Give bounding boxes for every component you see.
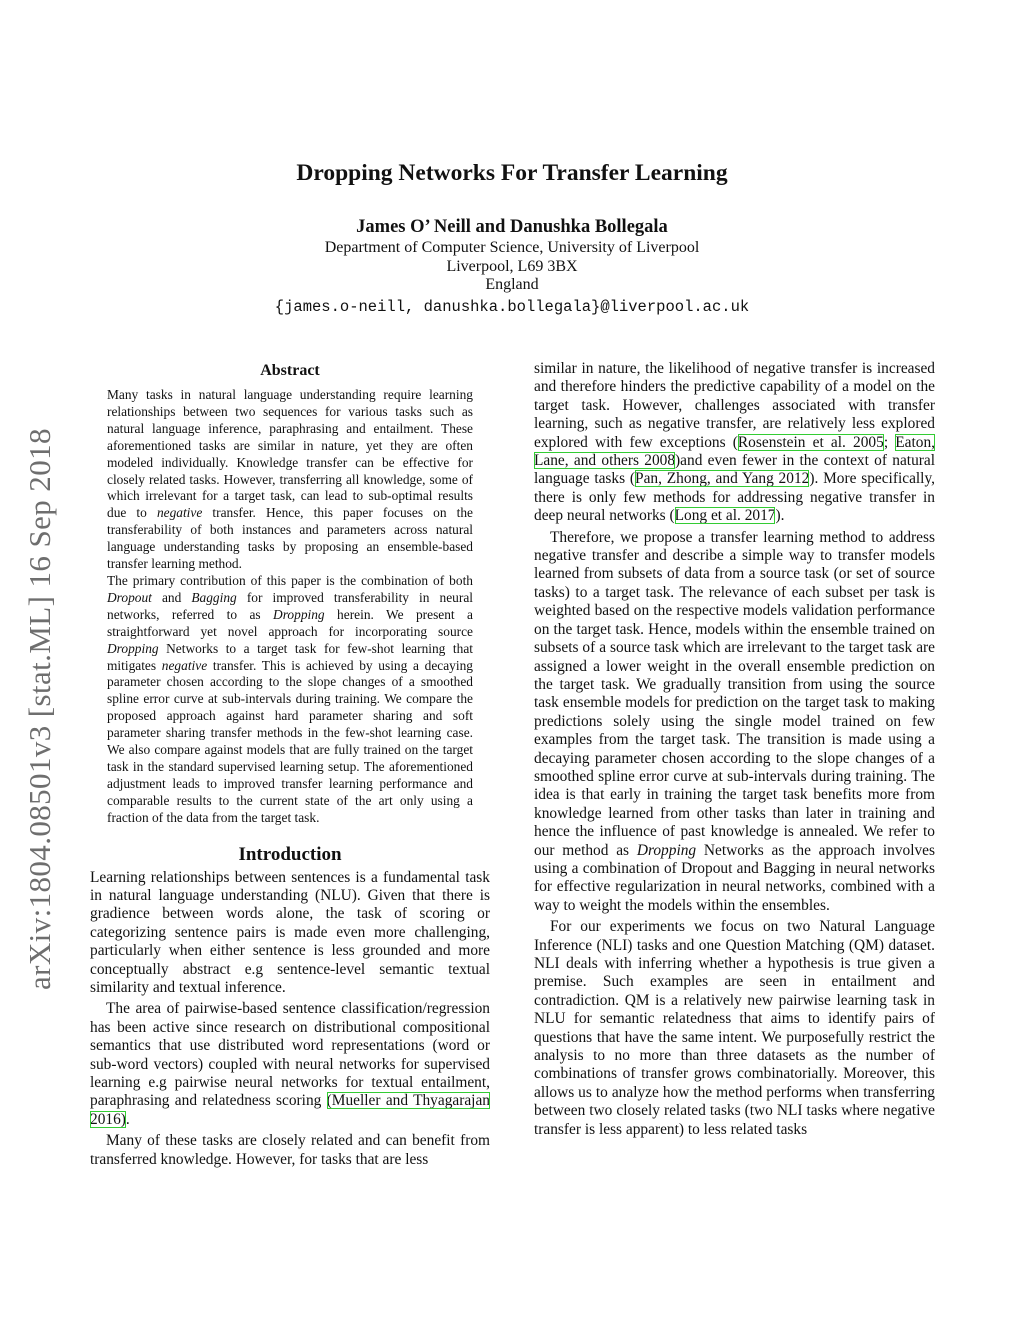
citation-link-pan-2012[interactable]: Pan, Zhong, and Yang 2012 xyxy=(635,470,810,488)
intro-paragraph-3: Many of these tasks are closely related and can benefit from transferred knowledge. However, for tasks that are less xyxy=(90,1132,490,1168)
intro-paragraph-3-continued: similar in nature, the likelihood of negative transfer is increased and therefore hinders the predictive capability of a model on the target task. However, challenges associated with transfer learning, such as negative transfer, are relatively less explored explored with few exceptions (Rosenstein et al. 2005; Eaton, Lane, and others 2008)and even fewer in the context of natural language tasks (Pan, Zhong, and Yang 2012). More specifically, there is only few methods for addressing negative transfer in deep neural networks (Long et al. 2017). xyxy=(534,360,936,525)
left-column xyxy=(90,362,490,1169)
intro-paragraph-5: For our experiments we focus on two Natural Language Inference (NLI) tasks and one Question Matching (QM) dataset. NLI deals with inferring whether a hypothesis is true given a premise. Such examples are seen in entailment and contradiction. QM is a relatively new pairwise learning task in NLU for semantic relatedness that aims to identify pairs of questions that have the same intent. We purposefully restrict the analysis to no more than three datasets as the number of combinations of transfer grows combinatorially. Moreover, this allows us to analyze how the method performs when transferring between two closely related tasks (two NLI tasks where negative transfer is less apparent) to less related tasks xyxy=(534,918,935,1138)
author-emails: {james.o-neill, danushka.bollegala}@liverpool.ac.uk xyxy=(274,297,750,316)
introduction-heading: Introduction xyxy=(238,843,342,865)
arxiv-identifier-stamp: arXiv:1804.08501v3 [stat.ML] 16 Sep 2018 xyxy=(22,428,57,990)
abstract-paragraph-1: Many tasks in natural language understanding require learning relationships between two sequences for various tasks such as natural language inference, paraphrasing and entailment. These aforementioned tasks are similar in nature, yet they are often modeled individually. Knowledge transfer can be effective for closely related tasks. However, transferring all knowledge, some of which irrelevant for a target task, can lead to sub-optimal results due to negative transfer. Hence, this paper focuses on the transferability of both instances and parameters across natural language understanding tasks by proposing an ensemble-based transfer learning method. xyxy=(107,387,473,572)
citation-link-eaton-2008[interactable]: Eaton, Lane, and others 2008 xyxy=(534,433,936,470)
author-country: England xyxy=(485,276,539,293)
abstract-section xyxy=(107,362,473,827)
intro-paragraph-1: Learning relationships between sentences is a fundamental task in natural language understanding (NLU). Given that there is gradience between words alone, the task of scoring or categorizing sentence pairs is made even more challenging, particularly when either sentence is less grounded and more conceptually abstract e.g sentence-level semantic textual similarity and textual inference. xyxy=(90,868,490,996)
intro-paragraph-4: Therefore, we propose a transfer learning method to address negative transfer and describe a simple way to transfer models learned from subsets of data from a source task (or set of source tasks) to a target task. The relevance of each subset per task is weighted based on the respective models validation performance on the target task. Hence, models within the ensemble trained on subsets of a source task which are irrelevant to the target task are assigned a lower weight in the overall ensemble prediction on the target task. We gradually transition from using the source task ensemble models for prediction on the target task to making predictions solely using the single model trained on few examples from the target task. The transition is made using a decaying parameter chosen according to the slope changes of a smoothed spline error curve at sub-intervals during training. The idea is that early in training the target task benefits more from knowledge learned from other tasks than later in training and hence the influence of past knowledge is annealed. We refer to our method as Dropping Networks as the approach involves using a combination of Dropout and Bagging in neural networks for effective regularization in neural networks, combined with a way to weight the models within the ensembles. xyxy=(534,528,936,914)
introduction-right-text xyxy=(534,360,935,1139)
right-column xyxy=(534,360,935,1139)
author-block xyxy=(0,215,1024,318)
author-department: Department of Computer Science, University of Liverpool xyxy=(324,239,700,256)
author-city: Liverpool, L69 3BX xyxy=(446,257,578,275)
author-names: James O’ Neill and Danushka Bollegala xyxy=(356,217,668,237)
intro-paragraph-2: The area of pairwise-based sentence classification/regression has been active since research on distributional compositional semantics that use distributed word representations (word or sub-word vectors) coupled with neural networks for supervised learning e.g pairwise neural networks for textual entailment, paraphrasing and relatedness scoring (Mueller and Thyagarajan 2016). xyxy=(90,1000,490,1128)
abstract-heading: Abstract xyxy=(260,362,320,379)
paper-title: Dropping Networks For Transfer Learning xyxy=(296,160,728,186)
abstract-paragraph-2: The primary contribution of this paper is the combination of both Dropout and Bagging for improved transferability in neural networks, referred to as Dropping herein. We present a straightforward yet novel approach for incorporating source Dropping Networks to a target task for few-shot learning that mitigates negative transfer. This is achieved by using a decaying parameter chosen according to the slope changes of a smoothed spline error curve at sub-intervals during training. We compare the proposed approach against hard parameter sharing and soft parameter sharing transfer methods in the few-shot learning case. We also compare against models that are fully trained on the target task in the standard supervised learning setup. The aforementioned adjustment leads to improved transfer learning performance and comparable results to the current state of the art only using a fraction of the data from the target task. xyxy=(107,572,473,825)
citation-link-long-2017[interactable]: Long et al. 2017 xyxy=(674,507,776,525)
introduction-left-text xyxy=(90,869,490,1170)
citation-link-rosenstein-2005[interactable]: Rosenstein et al. 2005 xyxy=(737,433,884,451)
citation-link-mueller-2016[interactable]: (Mueller and Thyagarajan 2016) xyxy=(90,1092,490,1128)
